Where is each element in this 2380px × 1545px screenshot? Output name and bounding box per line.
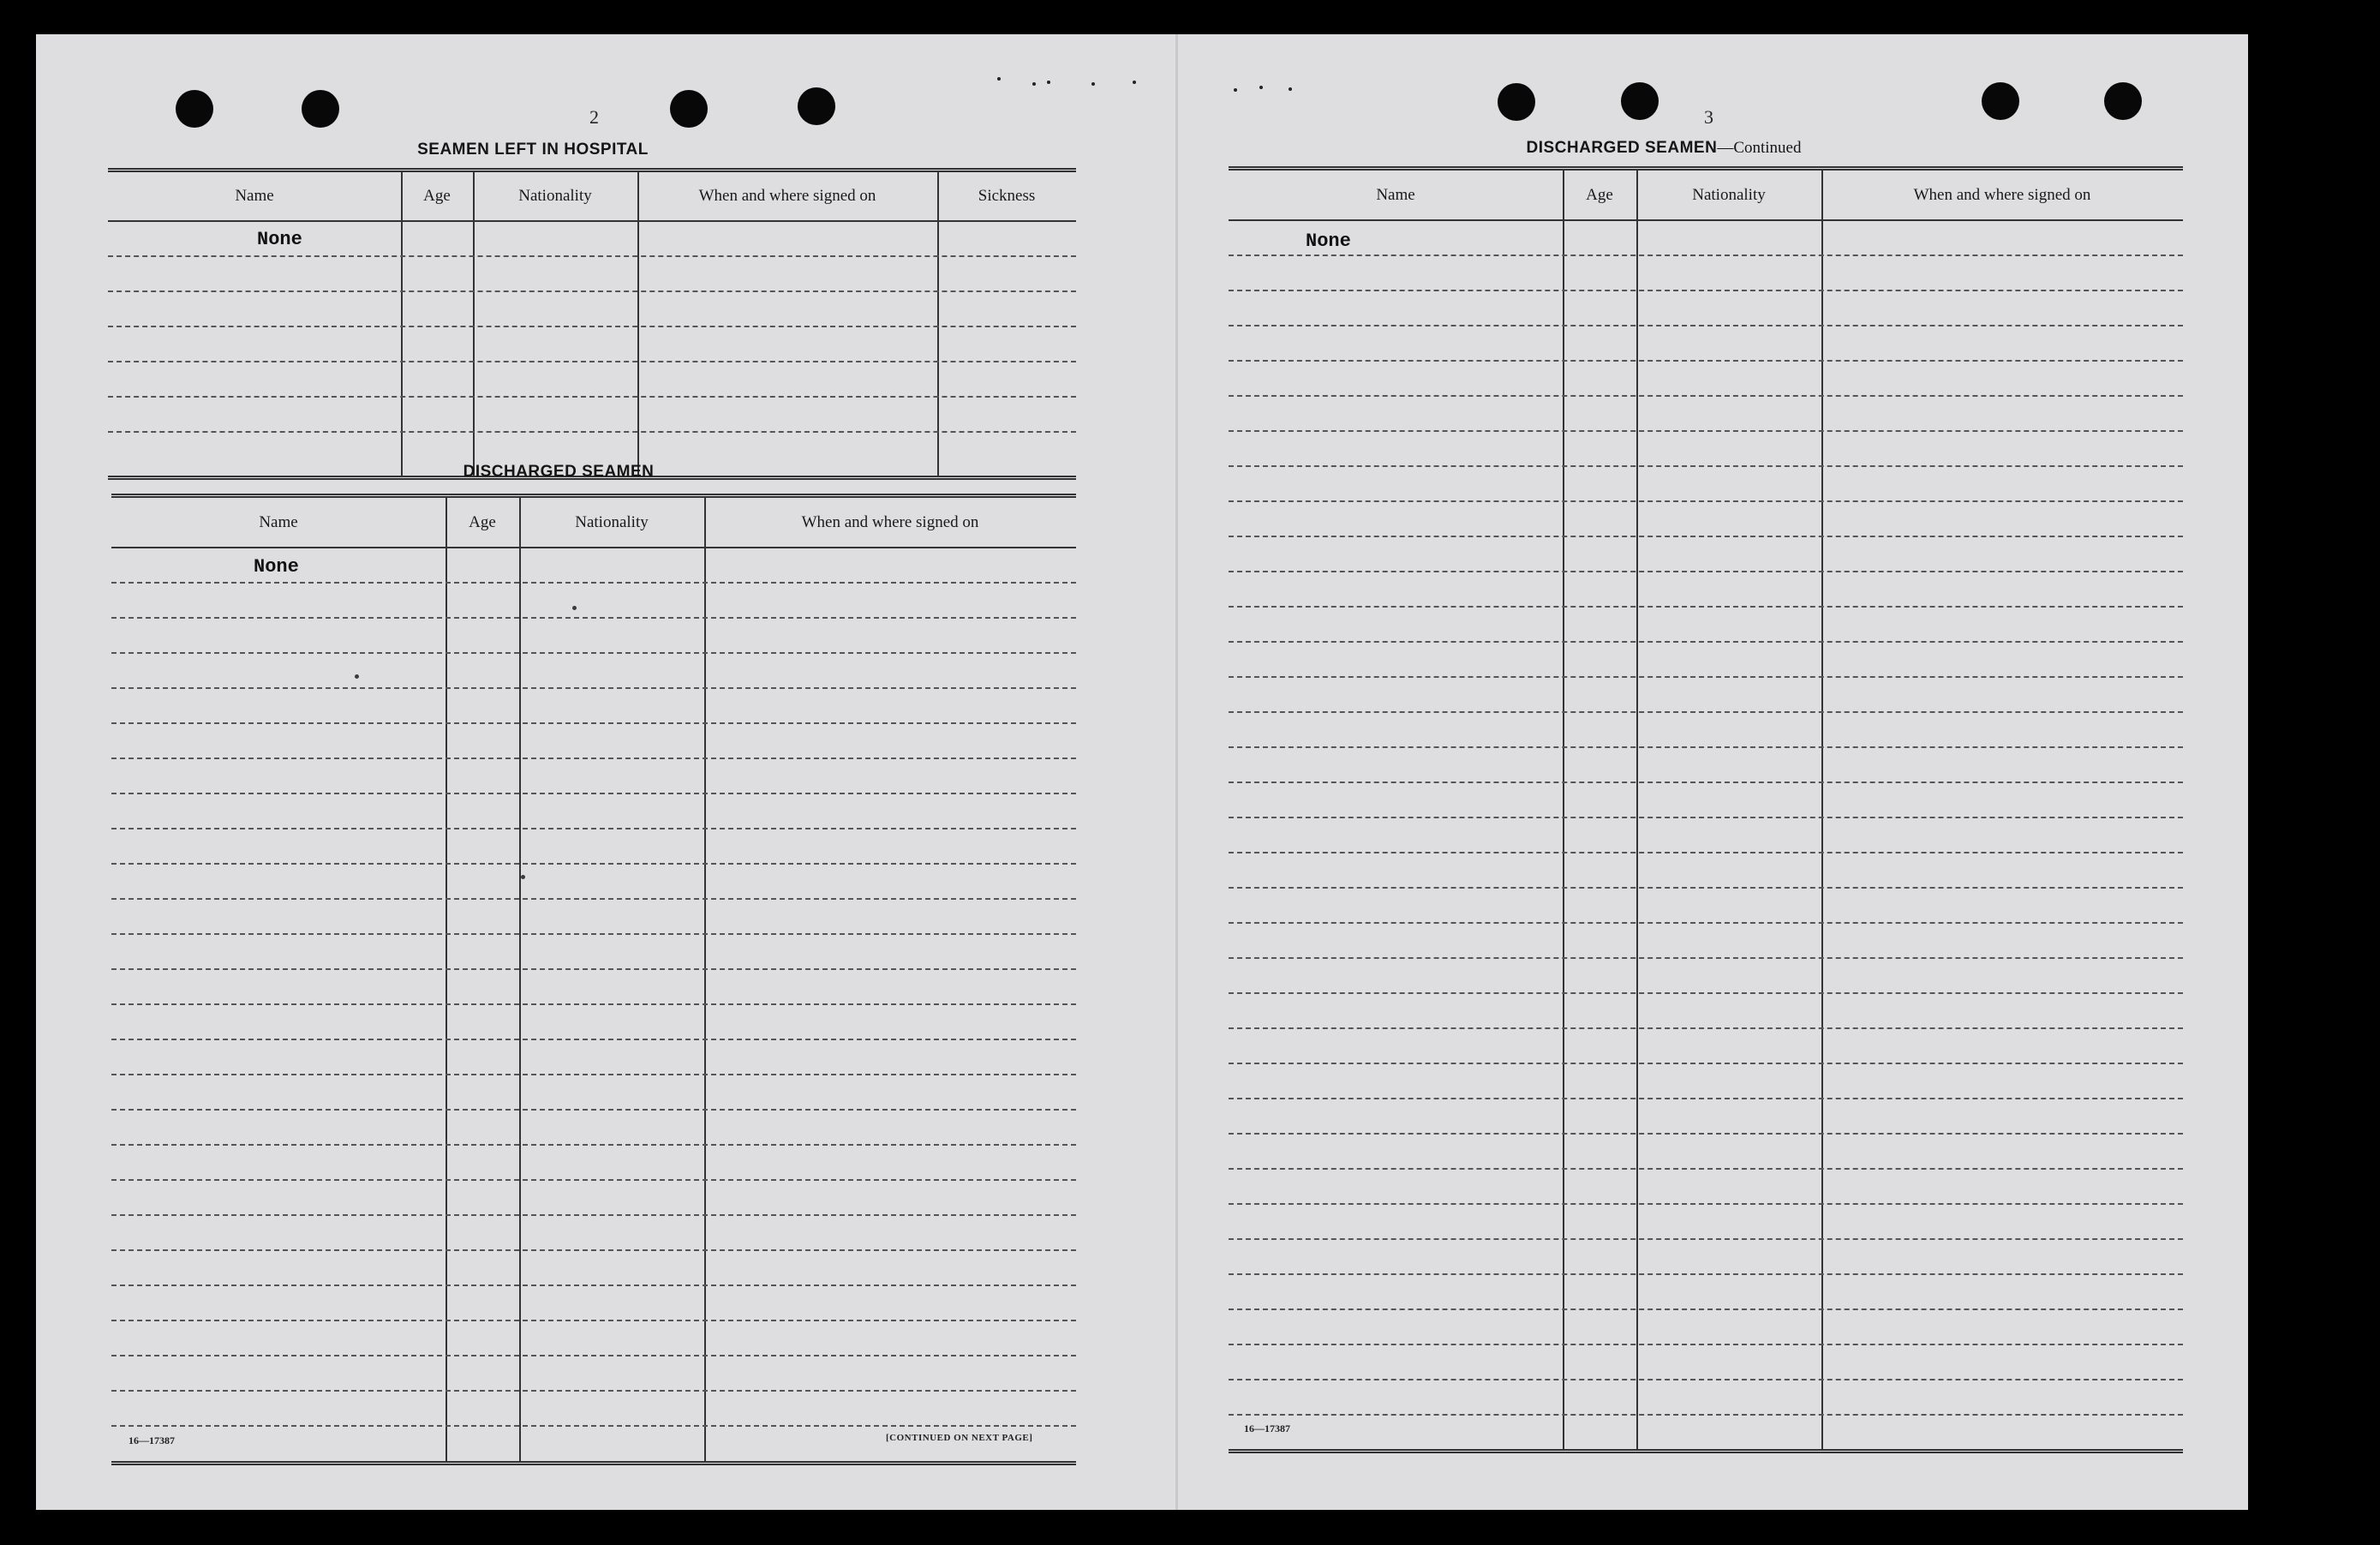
table-row bbox=[1229, 397, 2183, 432]
punch-hole bbox=[670, 90, 708, 128]
page-fold bbox=[1175, 34, 1178, 1510]
table-row bbox=[1229, 1064, 2183, 1099]
column-header-signed-on: When and where signed on bbox=[1913, 185, 2091, 204]
speck bbox=[997, 77, 1001, 81]
column-header-signed-on: When and where signed on bbox=[698, 187, 876, 205]
punch-hole bbox=[1498, 83, 1535, 121]
table-row bbox=[1229, 537, 2183, 572]
column-header-nationality: Nationality bbox=[518, 187, 592, 205]
table-row bbox=[1229, 1099, 2183, 1135]
table-row bbox=[1229, 818, 2183, 853]
discharged-continued-header-row bbox=[1229, 171, 2183, 221]
table-row bbox=[1229, 678, 2183, 713]
table-row bbox=[108, 327, 1076, 362]
table-row bbox=[1229, 256, 2183, 291]
punch-hole bbox=[176, 90, 213, 128]
column-header-age: Age bbox=[469, 512, 496, 531]
table-row bbox=[1229, 1310, 2183, 1345]
table-row bbox=[111, 1075, 1076, 1111]
table-row bbox=[111, 1356, 1076, 1392]
table-row bbox=[111, 759, 1076, 794]
table-row bbox=[1229, 1240, 2183, 1275]
table-row bbox=[1229, 1416, 2183, 1444]
table-row bbox=[111, 584, 1076, 619]
table-row bbox=[111, 935, 1076, 970]
speck bbox=[1091, 82, 1095, 86]
hospital-entry-name: None bbox=[257, 229, 302, 250]
column-header-name: Name bbox=[1376, 185, 1415, 204]
discharged-continued-rows bbox=[1229, 221, 2183, 1444]
table-row bbox=[1229, 1345, 2183, 1380]
table-row bbox=[1229, 1205, 2183, 1240]
document-sheet bbox=[36, 34, 2248, 1510]
hospital-header-row bbox=[108, 172, 1076, 222]
speck bbox=[1133, 81, 1136, 84]
column-header-age: Age bbox=[423, 187, 451, 205]
column-header-nationality: Nationality bbox=[1692, 185, 1766, 204]
table-row bbox=[1229, 959, 2183, 994]
table-row bbox=[1229, 572, 2183, 608]
table-row bbox=[1229, 1029, 2183, 1064]
stray-mark bbox=[355, 674, 359, 679]
table-row bbox=[111, 654, 1076, 689]
hospital-table bbox=[108, 168, 1076, 480]
table-row bbox=[111, 1216, 1076, 1251]
table-row bbox=[111, 1111, 1076, 1146]
table-row bbox=[1229, 994, 2183, 1029]
column-header-signed-on: When and where signed on bbox=[801, 512, 979, 531]
column-header-name: Name bbox=[259, 512, 298, 531]
stray-mark bbox=[572, 606, 577, 610]
table-row bbox=[1229, 221, 2183, 256]
punch-hole bbox=[798, 87, 835, 125]
table-row bbox=[111, 1181, 1076, 1216]
table-row bbox=[1229, 783, 2183, 818]
table-row bbox=[108, 222, 1076, 257]
table-row bbox=[108, 257, 1076, 292]
table-row bbox=[1229, 467, 2183, 502]
table-row bbox=[111, 1146, 1076, 1181]
table-row bbox=[108, 398, 1076, 433]
table-row bbox=[1229, 643, 2183, 678]
table-row bbox=[1229, 608, 2183, 643]
discharged-rows bbox=[111, 548, 1076, 1452]
discharged-continued-title-main: DISCHARGED SEAMEN bbox=[1526, 139, 1718, 157]
table-row bbox=[1229, 291, 2183, 326]
speck bbox=[1234, 88, 1237, 92]
table-row bbox=[1229, 1135, 2183, 1170]
stray-mark bbox=[521, 875, 525, 879]
table-row bbox=[108, 292, 1076, 327]
page-number-right: 3 bbox=[1704, 106, 1713, 128]
punch-hole bbox=[302, 90, 339, 128]
punch-hole bbox=[1982, 82, 2019, 120]
column-header-age: Age bbox=[1586, 185, 1613, 204]
discharged-continued-suffix: —Continued bbox=[1717, 139, 1802, 157]
table-row bbox=[111, 865, 1076, 900]
page-number-left: 2 bbox=[589, 106, 599, 128]
column-header-name: Name bbox=[235, 187, 274, 205]
table-row bbox=[111, 1040, 1076, 1075]
punch-hole bbox=[2104, 82, 2142, 120]
table-row bbox=[1229, 1380, 2183, 1416]
table-row bbox=[1229, 432, 2183, 467]
form-number-left: 16—17387 bbox=[129, 1434, 175, 1446]
table-row bbox=[111, 1321, 1076, 1356]
table-row bbox=[1229, 713, 2183, 748]
table-row bbox=[111, 900, 1076, 935]
discharged-continued-entry-name: None bbox=[1306, 231, 1351, 252]
speck bbox=[1032, 82, 1036, 86]
table-row bbox=[111, 689, 1076, 724]
table-row bbox=[111, 970, 1076, 1005]
table-row bbox=[108, 362, 1076, 398]
table-row bbox=[111, 1286, 1076, 1321]
speck bbox=[1047, 81, 1050, 84]
table-row bbox=[111, 1392, 1076, 1427]
discharged-continued-table bbox=[1229, 166, 2183, 1453]
punch-hole bbox=[1621, 82, 1659, 120]
table-row bbox=[1229, 1170, 2183, 1205]
hospital-section-title: SEAMEN LEFT IN HOSPITAL bbox=[417, 141, 649, 159]
column-header-nationality: Nationality bbox=[575, 512, 649, 531]
table-row bbox=[1229, 362, 2183, 397]
table-row bbox=[111, 1005, 1076, 1040]
speck bbox=[1259, 86, 1263, 89]
hospital-rows bbox=[108, 222, 1076, 468]
table-row bbox=[111, 794, 1076, 829]
discharged-header-row bbox=[111, 498, 1076, 548]
table-row bbox=[1229, 853, 2183, 889]
continued-note: [CONTINUED ON NEXT PAGE] bbox=[886, 1433, 1033, 1443]
table-row bbox=[1229, 1275, 2183, 1310]
table-row bbox=[111, 829, 1076, 865]
discharged-table bbox=[111, 494, 1076, 1465]
table-row bbox=[1229, 889, 2183, 924]
table-row bbox=[1229, 748, 2183, 783]
form-number-right: 16—17387 bbox=[1244, 1422, 1290, 1434]
speck bbox=[1289, 87, 1292, 91]
table-row bbox=[111, 724, 1076, 759]
table-row bbox=[1229, 502, 2183, 537]
column-header-sickness: Sickness bbox=[978, 187, 1036, 205]
discharged-entry-name: None bbox=[254, 556, 299, 578]
discharged-section-title: DISCHARGED SEAMEN bbox=[463, 463, 655, 481]
discharged-continued-title bbox=[1450, 139, 1878, 158]
table-row bbox=[111, 1251, 1076, 1286]
table-row bbox=[1229, 326, 2183, 362]
table-row bbox=[1229, 924, 2183, 959]
table-row bbox=[111, 619, 1076, 654]
